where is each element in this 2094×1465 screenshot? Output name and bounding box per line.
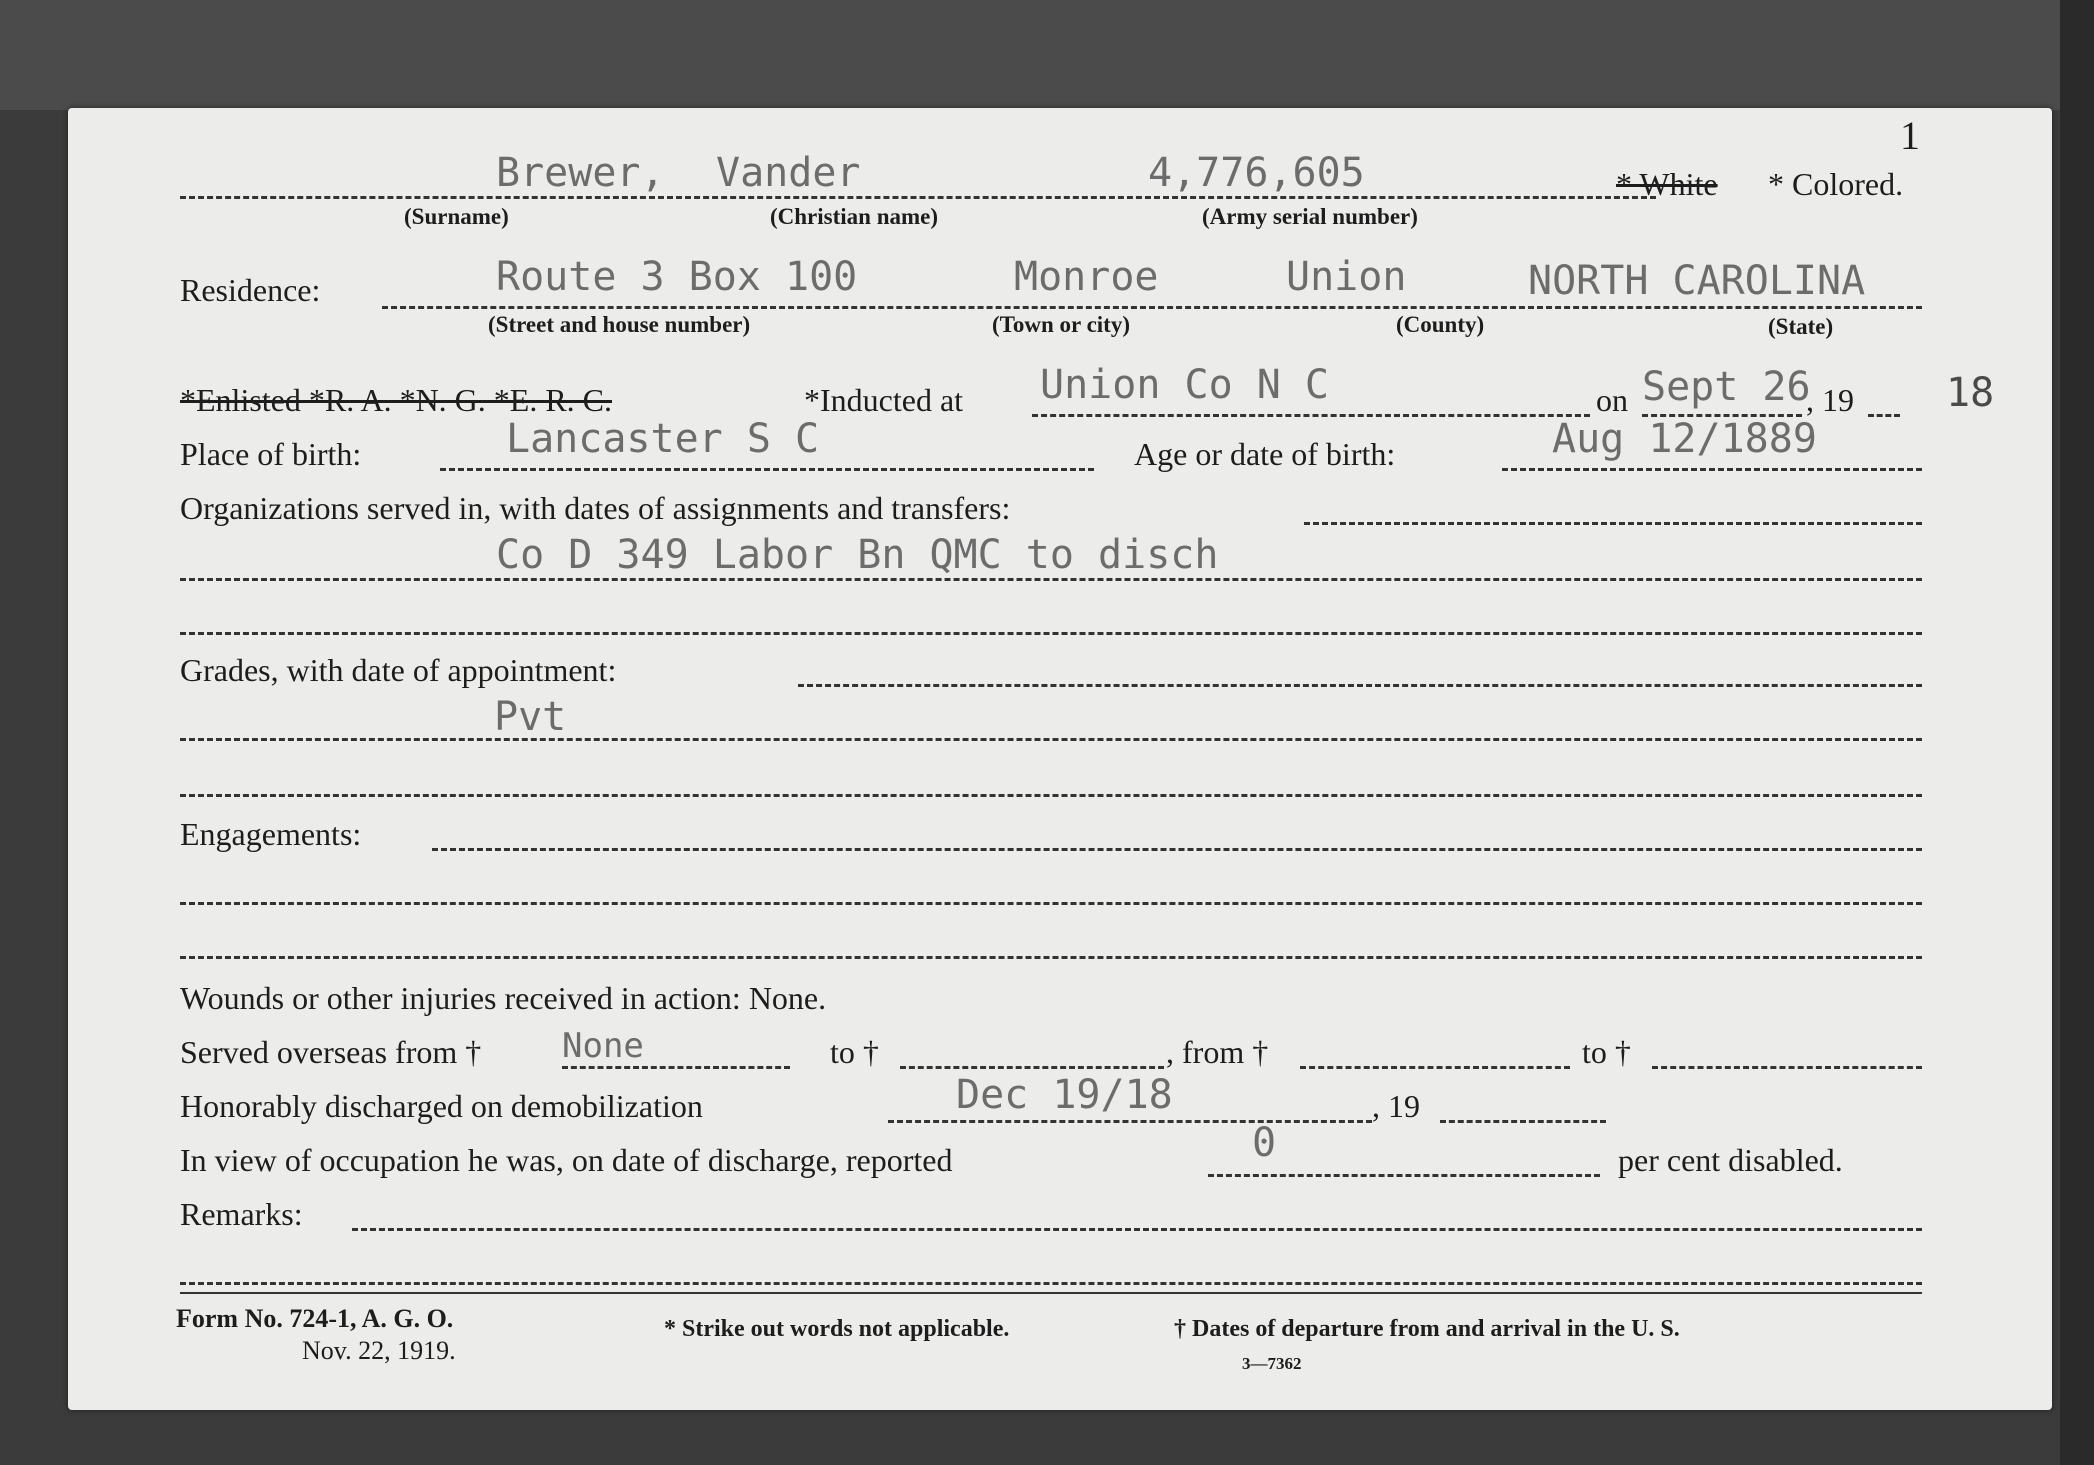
engagements-line-2 bbox=[180, 902, 1922, 905]
discharge-year-line bbox=[1440, 1120, 1606, 1123]
christian-name-caption: (Christian name) bbox=[770, 204, 939, 229]
discharge-year-label: , 19 bbox=[1372, 1088, 1420, 1124]
name-line bbox=[180, 196, 1656, 199]
overseas-to-label: to † bbox=[830, 1034, 879, 1070]
residence-label: Residence: bbox=[180, 272, 321, 308]
engagements-label: Engagements: bbox=[180, 816, 362, 852]
overseas-to-line bbox=[900, 1066, 1164, 1069]
scan-background-top bbox=[0, 0, 2094, 110]
organizations-line-1 bbox=[1304, 522, 1922, 525]
overseas-label: Served overseas from † bbox=[180, 1034, 482, 1070]
remarks-line-1 bbox=[352, 1228, 1922, 1231]
scan-background-right bbox=[2060, 0, 2094, 1465]
date-of-birth-line bbox=[1502, 468, 1922, 471]
print-code: 3—7362 bbox=[1242, 1354, 1302, 1373]
inducted-place-value: Union Co N C bbox=[1040, 362, 1329, 408]
surname-caption: (Surname) bbox=[404, 204, 509, 229]
town-value: Monroe bbox=[1014, 254, 1159, 300]
dates-note: † Dates of departure from and arrival in the U. S. bbox=[1174, 1316, 1680, 1342]
serial-number-value: 4,776,605 bbox=[1148, 150, 1365, 196]
enlisted-options: *Enlisted *R. A. *N. G. *E. R. C. bbox=[180, 382, 613, 418]
place-of-birth-value: Lancaster S C bbox=[506, 416, 820, 462]
engagements-line-1 bbox=[432, 848, 1922, 851]
grades-line-3 bbox=[180, 794, 1922, 797]
serial-number-caption: (Army serial number) bbox=[1202, 204, 1418, 229]
age-label: Age or date of birth: bbox=[1134, 436, 1396, 472]
organizations-value: Co D 349 Labor Bn QMC to disch bbox=[496, 532, 1219, 578]
county-caption: (County) bbox=[1396, 312, 1485, 337]
year-line bbox=[1868, 414, 1900, 417]
induction-date-value: Sept 26 bbox=[1642, 364, 1811, 410]
on-label: on bbox=[1596, 382, 1628, 418]
disability-label: In view of occupation he was, on date of discharge, reported bbox=[180, 1142, 953, 1178]
street-value: Route 3 Box 100 bbox=[496, 254, 858, 300]
street-caption: (Street and house number) bbox=[488, 312, 751, 337]
disability-suffix: per cent disabled. bbox=[1618, 1142, 1843, 1178]
overseas-from2-label: , from † bbox=[1166, 1034, 1269, 1070]
discharge-date-line bbox=[888, 1120, 1372, 1123]
disability-line bbox=[1208, 1174, 1600, 1177]
page-number: 1 bbox=[1900, 113, 1920, 158]
service-record-card bbox=[68, 108, 2052, 1410]
overseas-to2-line bbox=[1652, 1066, 1922, 1069]
race-colored-option: * Colored. bbox=[1768, 166, 1904, 202]
place-of-birth-label: Place of birth: bbox=[180, 436, 362, 472]
overseas-from-value: None bbox=[562, 1026, 644, 1066]
organizations-line-3 bbox=[180, 632, 1922, 635]
surname-value: Brewer, bbox=[496, 150, 665, 196]
state-value: NORTH CAROLINA bbox=[1528, 258, 1866, 304]
grades-value: Pvt bbox=[494, 694, 567, 740]
date-of-birth-value: Aug 12/1889 bbox=[1552, 416, 1817, 462]
organizations-line-2 bbox=[180, 578, 1922, 581]
christian-name-value: Vander bbox=[716, 150, 861, 196]
grades-label: Grades, with date of appointment: bbox=[180, 652, 617, 688]
engagements-line-3 bbox=[180, 956, 1922, 959]
footer-rule bbox=[180, 1292, 1922, 1294]
overseas-from2-line bbox=[1300, 1066, 1570, 1069]
remarks-line-2 bbox=[180, 1282, 1922, 1285]
state-caption: (State) bbox=[1768, 314, 1834, 339]
discharge-date-value: Dec 19/18 bbox=[956, 1072, 1173, 1118]
organizations-label: Organizations served in, with dates of assignments and transfers: bbox=[180, 490, 1011, 526]
overseas-to2-label: to † bbox=[1582, 1034, 1631, 1070]
town-caption: (Town or city) bbox=[992, 312, 1130, 337]
county-value: Union bbox=[1286, 254, 1407, 300]
place-of-birth-line bbox=[440, 468, 1094, 471]
form-date: Nov. 22, 1919. bbox=[302, 1336, 456, 1365]
overseas-from-line bbox=[562, 1066, 790, 1069]
inducted-line bbox=[1032, 414, 1590, 417]
remarks-label: Remarks: bbox=[180, 1196, 303, 1232]
induction-year-value: 18 bbox=[1946, 370, 1995, 416]
disability-value: 0 bbox=[1252, 1120, 1277, 1166]
inducted-label: *Inducted at bbox=[804, 382, 964, 418]
grades-line-2 bbox=[180, 738, 1922, 741]
residence-line bbox=[382, 306, 1922, 309]
discharge-label: Honorably discharged on demobilization bbox=[180, 1088, 703, 1124]
strike-out-note: * Strike out words not applicable. bbox=[664, 1316, 1010, 1342]
form-number: Form No. 724-1, A. G. O. bbox=[176, 1304, 454, 1333]
race-white-option: * White bbox=[1616, 166, 1718, 202]
year-prefix: , 19 bbox=[1806, 382, 1854, 418]
grades-line-1 bbox=[798, 684, 1922, 687]
wounds-label: Wounds or other injuries received in action: None. bbox=[180, 980, 827, 1016]
